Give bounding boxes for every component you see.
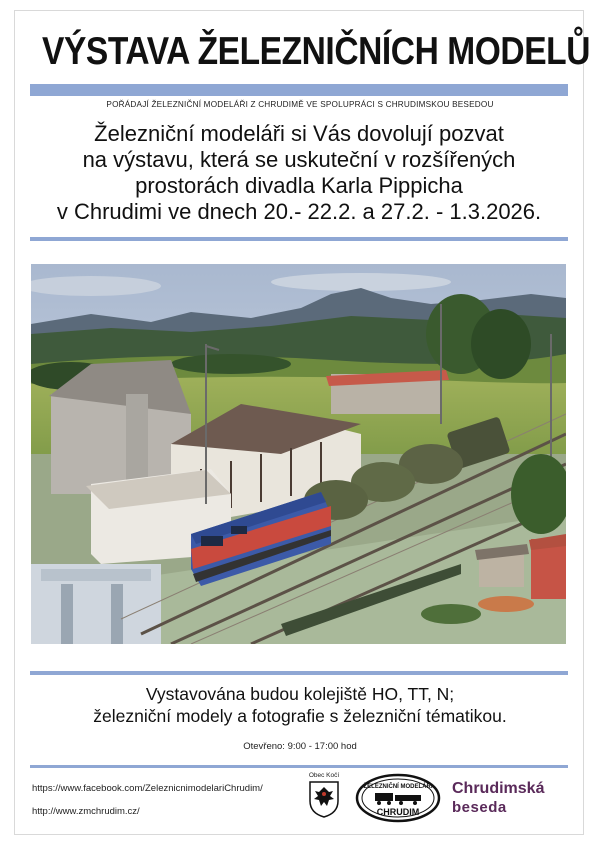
divider (30, 237, 568, 241)
divider (30, 671, 568, 675)
exhibit-text (0, 683, 600, 727)
invitation-line: Železniční modeláři si Vás dovolují pozvat (94, 121, 504, 146)
chrudimska-beseda-logo (452, 779, 544, 817)
club-logo-top: ŽELEZNIČNÍ MODELÁŘI (363, 784, 433, 790)
obec-koci-logo (305, 772, 343, 824)
obec-label: Obec Kočí (308, 772, 340, 779)
beseda-line: Chrudimská (452, 780, 545, 797)
accent-bar-top (30, 84, 568, 96)
divider (30, 765, 568, 768)
exhibit-line: železniční modely a fotografie s železniční tématikou. (93, 706, 507, 726)
website-link[interactable]: http://www.zmchrudim.cz/ (32, 806, 140, 817)
exhibit-line: Vystavována budou kolejiště HO, TT, N; (145, 684, 455, 704)
invitation-line: v Chrudimi ve dnech 20.- 22.2. a 27.2. - 1.3.2026. (56, 199, 542, 224)
invitation-line: prostorách divadla Karla Pippicha (135, 173, 463, 198)
opening-hours: Otevřeno: 9:00 - 17:00 hod (243, 741, 357, 752)
club-logo (355, 773, 441, 823)
beseda-line: beseda (452, 799, 507, 816)
model-railway-photo (31, 264, 566, 644)
coat-of-arms-icon (307, 779, 341, 819)
facebook-link[interactable]: https://www.facebook.com/ZeleznicnimodelariChrudim/ (32, 783, 263, 794)
invitation-text (30, 121, 568, 225)
club-logo-bottom: CHRUDIM (376, 807, 420, 817)
organizers-line: POŘÁDAJÍ ŽELEZNIČNÍ MODELÁŘI Z CHRUDIMĚ VE SPOLUPRÁCI S CHRUDIMSKOU BESEDOU (106, 100, 494, 109)
page-title: VÝSTAVA ŽELEZNIČNÍCH MODELŮ (42, 30, 591, 73)
invitation-line: na výstavu, která se uskuteční v rozšířených (82, 147, 516, 172)
